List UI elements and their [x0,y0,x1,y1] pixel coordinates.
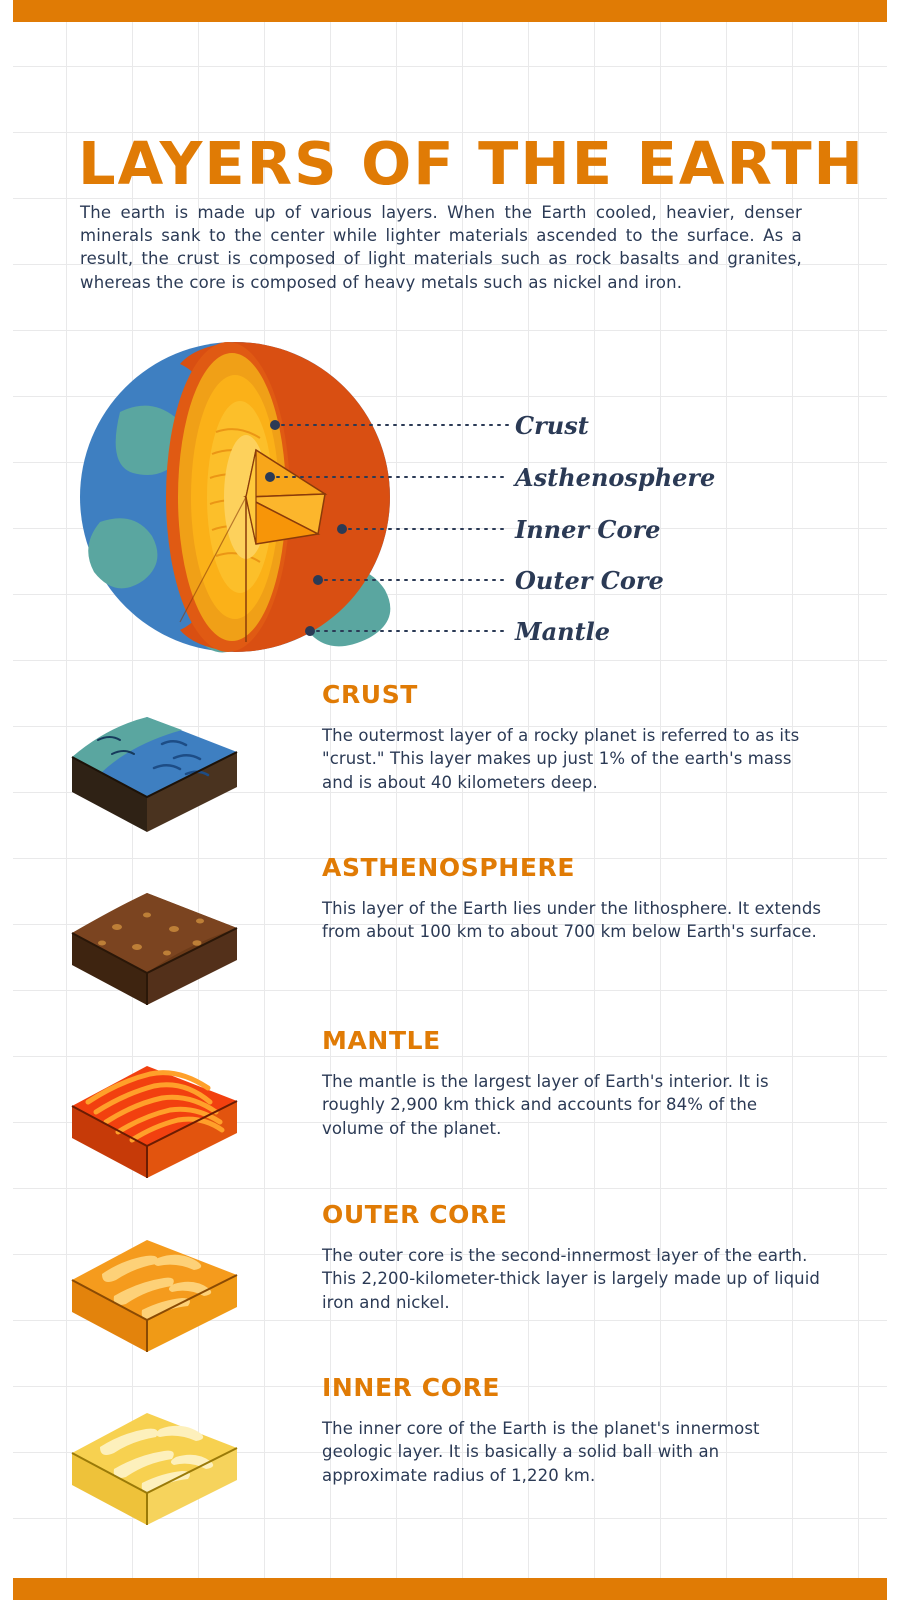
section-text: This layer of the Earth lies under the lithosphere. It extends from about 100 km to about 700 km below Earth's surface. [322,898,822,942]
section-title: ASTHENOSPHERE [322,853,576,882]
mantle-block-icon [62,1028,252,1178]
callout-dot-mantle [305,626,315,636]
section-body [322,855,822,961]
section-title: MANTLE [322,1026,441,1055]
section-title: INNER CORE [322,1373,501,1402]
callout-dot-outer-core [313,575,323,585]
section-title: OUTER CORE [322,1200,508,1229]
section-body [322,1028,822,1158]
callout-dot-asthenosphere [265,472,275,482]
callout-label: Outer Core [515,565,664,595]
top-accent-bar [0,0,900,22]
bottom-accent-bar [0,1578,900,1600]
asthenosphere-block-icon [62,855,252,1005]
outer-core-block-icon [62,1202,252,1352]
callout-crust [515,412,589,438]
callout-label: Mantle [515,616,611,646]
section-body [322,1202,822,1332]
section-text: The outermost layer of a rocky planet is referred to as its "crust." This layer makes up just 1% of the earth's mass and is about 40 kilometers deep. [322,725,800,793]
content-area [0,22,900,1578]
callout-asthenosphere [515,464,715,490]
section-title: CRUST [322,680,418,709]
section-text: The mantle is the largest layer of Earth's interior. It is roughly 2,900 km thick and accounts for 84% of the volume of the planet. [322,1071,769,1139]
callout-inner-core [515,516,660,542]
earth-illustration [60,322,530,662]
intro-paragraph: The earth is made up of various layers. When the Earth cooled, heavier, denser minerals sank to the center while lighter materials ascended to the surface. As a result, the crust is composed of light materials such as rock basalts and granites, whereas the core is composed of heavy metals such as nickel and iron. [80,202,802,292]
section-body [322,682,822,812]
callout-label: Inner Core [515,514,661,544]
section-text: The outer core is the second-innermost layer of the earth. This 2,200-kilometer-thick layer is largely made up of liquid iron and nickel. [322,1245,820,1313]
diagram-callout-labels [515,322,845,662]
section-body [322,1375,822,1505]
crust-block-icon [62,682,252,832]
callout-dot-crust [270,420,280,430]
section-text: The inner core of the Earth is the planet's innermost geologic layer. It is basically a solid ball with an approximate radius of 1,220 km. [322,1418,760,1486]
callout-label: Asthenosphere [515,462,716,492]
inner-core-block-icon [62,1375,252,1525]
callout-dot-inner-core [337,524,347,534]
earth-cutaway-diagram [60,322,840,662]
page-title: LAYERS OF THE EARTH [78,128,865,198]
callout-label: Crust [515,410,589,440]
callout-outer-core [515,567,664,593]
callout-mantle [515,618,610,644]
